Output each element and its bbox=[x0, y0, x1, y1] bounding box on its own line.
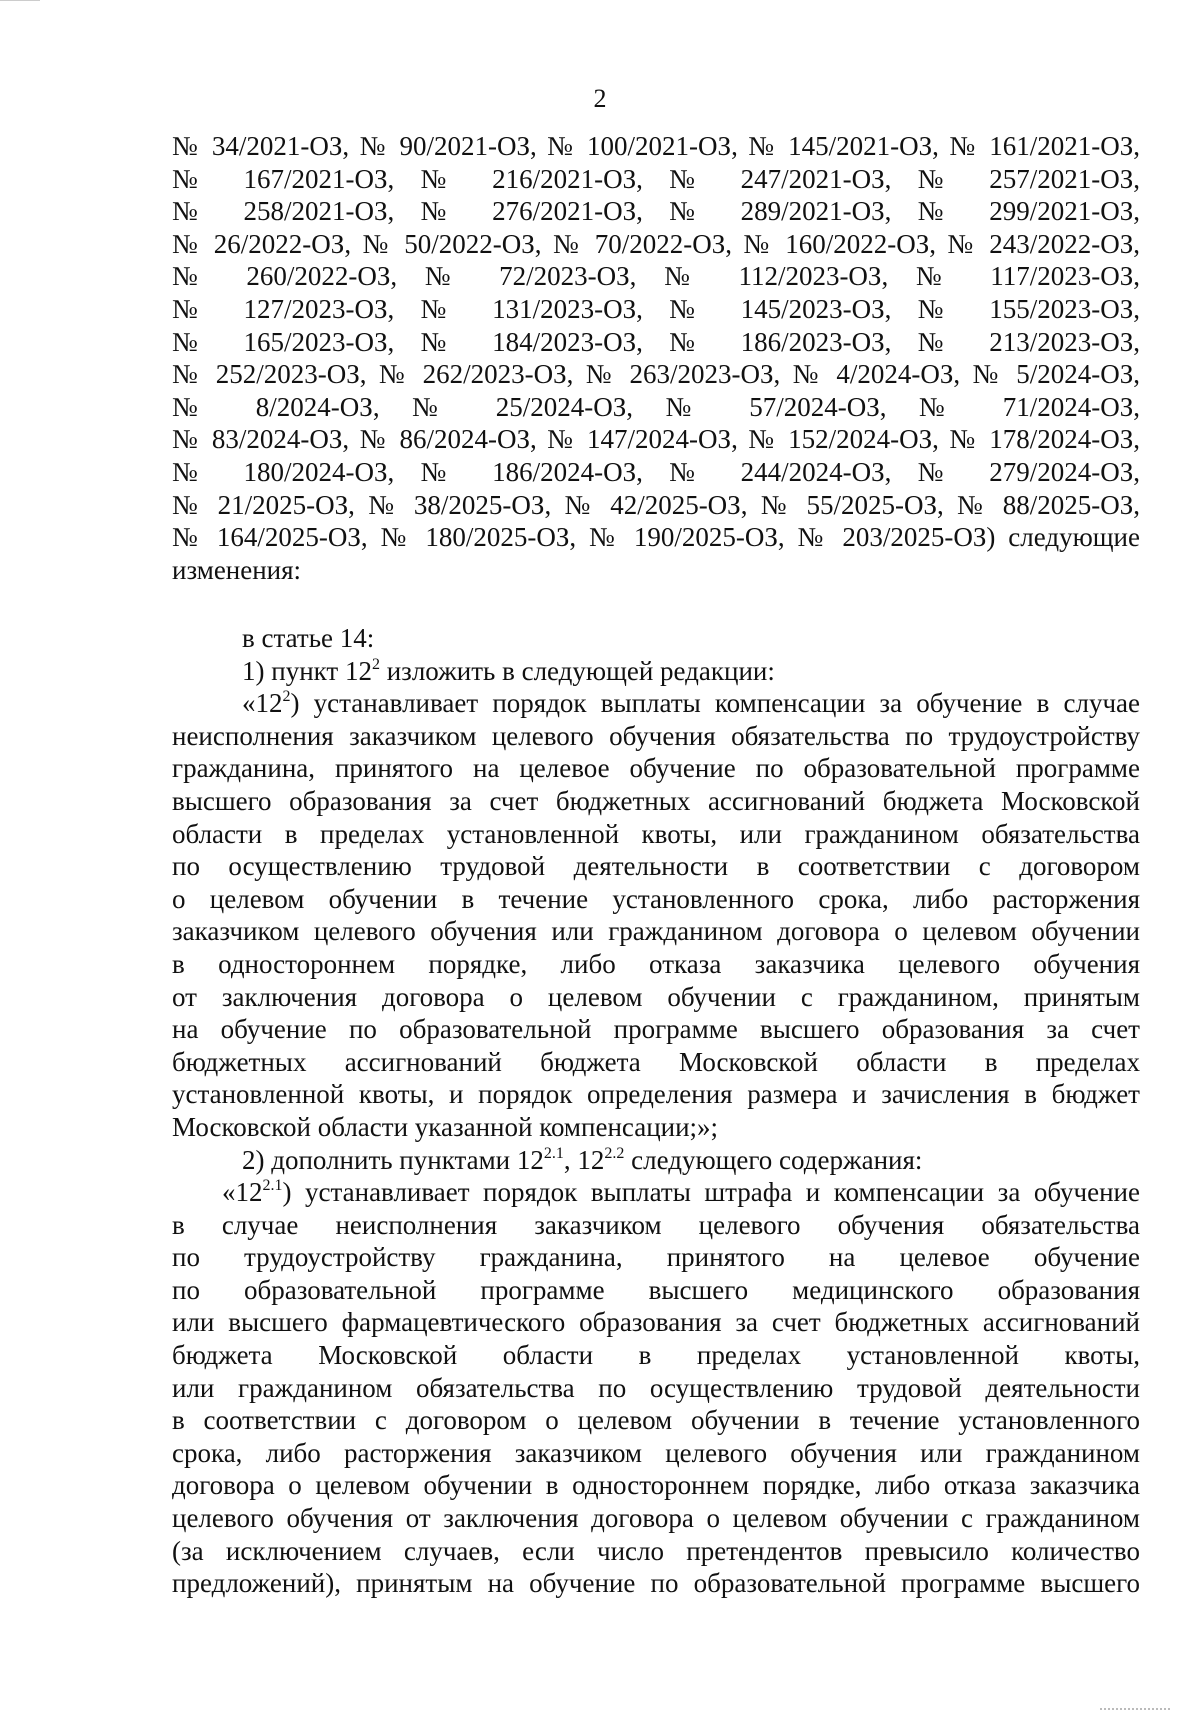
scan-edge-mark bbox=[0, 0, 40, 7]
quote-1-first-line bbox=[172, 687, 1140, 720]
quote-2-line: договора о целевом обучении в одностороннем порядке, либо отказа заказчика bbox=[172, 1470, 1140, 1501]
quote-2-line: по трудоустройству гражданина, принятого на целевое обучение bbox=[172, 1242, 1140, 1273]
law-list-line: № 258/2021-ОЗ, № 276/2021-ОЗ, № 289/2021-ОЗ, № 299/2021-ОЗ, bbox=[172, 196, 1140, 227]
law-list-line: № 167/2021-ОЗ, № 216/2021-ОЗ, № 247/2021-ОЗ, № 257/2021-ОЗ, bbox=[172, 163, 1140, 194]
item-2-sup-2: 2.2 bbox=[604, 1144, 625, 1162]
law-list-line: № 127/2023-ОЗ, № 131/2023-ОЗ, № 145/2023-ОЗ, № 155/2023-ОЗ, bbox=[172, 293, 1140, 324]
item-1-text: 1) пункт 12 bbox=[242, 655, 372, 686]
quote-1-line: бюджетных ассигнований бюджета Московской области в пределах bbox=[172, 1046, 1140, 1077]
page-number: 2 bbox=[593, 84, 607, 113]
law-list-line: № 252/2023-ОЗ, № 262/2023-ОЗ, № 263/2023-ОЗ, № 4/2024-ОЗ, № 5/2024-ОЗ, bbox=[172, 359, 1140, 390]
law-list-line: № 83/2024-ОЗ, № 86/2024-ОЗ, № 147/2024-ОЗ, № 152/2024-ОЗ, № 178/2024-ОЗ, bbox=[172, 424, 1140, 455]
article-heading: в статье 14: bbox=[242, 623, 375, 653]
law-list-line: № 180/2024-ОЗ, № 186/2024-ОЗ, № 244/2024-ОЗ, № 279/2024-ОЗ, bbox=[172, 456, 1140, 487]
quote-2-line: в случае неисполнения заказчиком целевого обучения обязательства bbox=[172, 1209, 1140, 1240]
quote-2-line: или гражданином обязательства по осуществлению трудовой деятельности bbox=[172, 1372, 1140, 1403]
item-2-text: 2) дополнить пунктами 12 bbox=[242, 1144, 544, 1175]
quote-2-line: срока, либо расторжения заказчиком целевого обучения или гражданином bbox=[172, 1437, 1140, 1468]
quote-2-first-line bbox=[172, 1176, 1140, 1209]
quote-1-open: «12 bbox=[242, 688, 283, 719]
quote-2-line: в соответствии с договором о целевом обучении в течение установленного bbox=[172, 1405, 1140, 1436]
quote-1-sup: 2 bbox=[282, 688, 291, 706]
quote-2-text: ) устанавливает порядок выплаты штрафа и компенсации за обучение bbox=[282, 1177, 1140, 1208]
law-list-line: № 164/2025-ОЗ, № 180/2025-ОЗ, № 190/2025-ОЗ, № 203/2025-ОЗ) следующие bbox=[172, 522, 1140, 553]
quote-2-line: бюджета Московской области в пределах установленной квоты, bbox=[172, 1340, 1140, 1371]
scan-edge-mark bbox=[1100, 1708, 1170, 1715]
law-list-line: № 26/2022-ОЗ, № 50/2022-ОЗ, № 70/2022-ОЗ, № 160/2022-ОЗ, № 243/2022-ОЗ, bbox=[172, 228, 1140, 259]
item-1-sup: 2 bbox=[371, 655, 380, 673]
quote-1-line: на обучение по образовательной программе высшего образования за счет bbox=[172, 1014, 1140, 1045]
quote-2-open: «12 bbox=[222, 1177, 263, 1208]
quote-1-line: установленной квоты, и порядок определения размера и зачисления в бюджет bbox=[172, 1079, 1140, 1110]
item-2-text-end: следующего содержания: bbox=[624, 1144, 923, 1175]
item-2-text-mid: , 12 bbox=[563, 1144, 605, 1175]
quote-2-line: целевого обучения от заключения договора о целевом обучении с гражданином bbox=[172, 1503, 1140, 1534]
quote-1-line: от заключения договора о целевом обучении с гражданином, принятым bbox=[172, 981, 1140, 1012]
quote-2-sup: 2.1 bbox=[262, 1177, 283, 1195]
law-list-line: № 260/2022-ОЗ, № 72/2023-ОЗ, № 112/2023-ОЗ, № 117/2023-ОЗ, bbox=[172, 261, 1140, 292]
quote-1-line: в одностороннем порядке, либо отказа заказчика целевого обучения bbox=[172, 948, 1140, 979]
item-1-text-end: изложить в следующей редакции: bbox=[379, 655, 775, 686]
item-2-sup-1: 2.1 bbox=[543, 1144, 564, 1162]
quote-1-line: гражданина, принятого на целевое обучение по образовательной программе bbox=[172, 753, 1140, 784]
quote-1-line: о целевом обучении в течение установленного срока, либо расторжения bbox=[172, 883, 1140, 914]
amendments-section bbox=[172, 622, 1140, 1600]
law-list-line: № 8/2024-ОЗ, № 25/2024-ОЗ, № 57/2024-ОЗ, № 71/2024-ОЗ, bbox=[172, 391, 1140, 422]
quote-1-line: неисполнения заказчиком целевого обучения обязательства по трудоустройству bbox=[172, 720, 1140, 751]
quote-1-line: по осуществлению трудовой деятельности в соответствии с договором bbox=[172, 851, 1140, 882]
quote-1-line: заказчиком целевого обучения или гражданином договора о целевом обучении bbox=[172, 916, 1140, 947]
item-1 bbox=[172, 655, 1140, 688]
law-list-line: № 21/2025-ОЗ, № 38/2025-ОЗ, № 42/2025-ОЗ, № 55/2025-ОЗ, № 88/2025-ОЗ, bbox=[172, 489, 1140, 520]
quote-1-line: области в пределах установленной квоты, или гражданином обязательства bbox=[172, 818, 1140, 849]
quote-1-line: высшего образования за счет бюджетных ассигнований бюджета Московской bbox=[172, 785, 1140, 816]
quote-1-text: ) устанавливает порядок выплаты компенсации за обучение в случае bbox=[290, 688, 1140, 719]
item-2 bbox=[172, 1144, 1140, 1177]
quote-2-line: (за исключением случаев, если число претендентов превысило количество bbox=[172, 1535, 1140, 1566]
law-list-line: изменения: bbox=[172, 554, 302, 585]
quote-2-line: предложений), принятым на обучение по образовательной программе высшего bbox=[172, 1568, 1140, 1599]
quote-2-line: или высшего фармацевтического образования за счет бюджетных ассигнований bbox=[172, 1307, 1140, 1338]
quote-2-line: по образовательной программе высшего медицинского образования bbox=[172, 1274, 1140, 1305]
law-list-line: № 165/2023-ОЗ, № 184/2023-ОЗ, № 186/2023-ОЗ, № 213/2023-ОЗ, bbox=[172, 326, 1140, 357]
amended-laws-list bbox=[172, 130, 1140, 586]
law-list-line: № 34/2021-ОЗ, № 90/2021-ОЗ, № 100/2021-ОЗ, № 145/2021-ОЗ, № 161/2021-ОЗ, bbox=[172, 131, 1140, 161]
quote-1-line: Московской области указанной компенсации;»; bbox=[172, 1111, 719, 1142]
